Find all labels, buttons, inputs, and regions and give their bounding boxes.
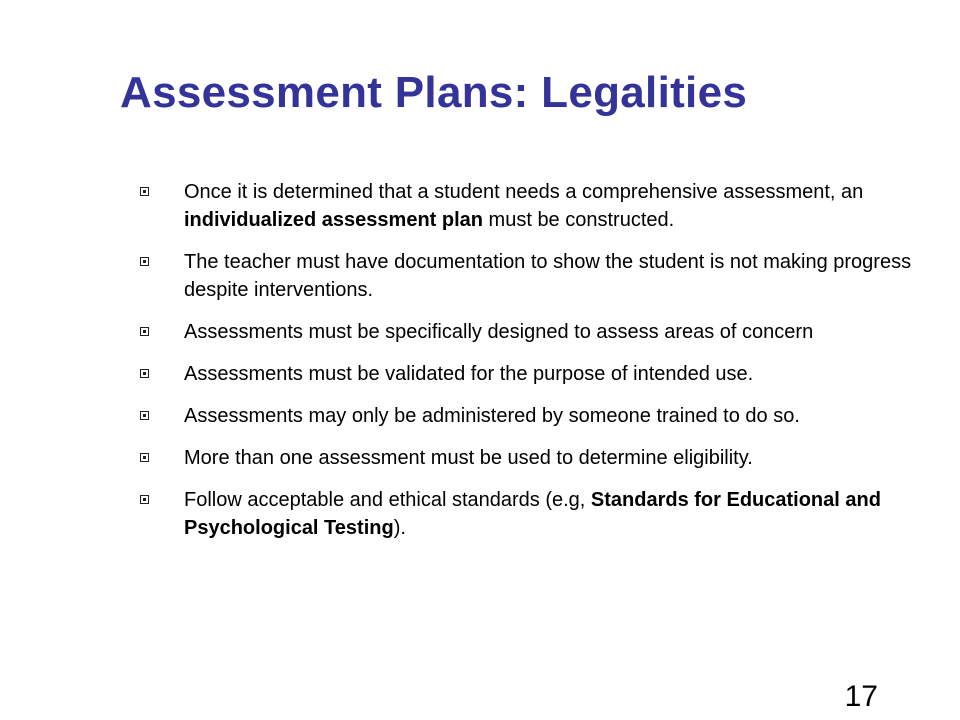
- bullet-item: [140, 444, 930, 472]
- bullet-text-run: must be constructed.: [482, 209, 675, 231]
- bullet-text-run: The teacher must have documentation to show the student is not making progress despite interventions.: [184, 251, 912, 301]
- bullet-text: [184, 363, 753, 385]
- bullet-text: [184, 321, 813, 343]
- bullet-item: [140, 486, 930, 542]
- bullet-list: [140, 178, 930, 556]
- bullet-item: [140, 360, 930, 388]
- boxed-square-bullet-icon: [140, 453, 149, 462]
- bullet-text: [184, 405, 800, 427]
- bullet-text: [184, 181, 863, 231]
- boxed-square-bullet-icon: [140, 257, 149, 266]
- bullet-item: [140, 248, 930, 304]
- bullet-emphasis: Standards for Educational and Psychological Testing: [184, 489, 881, 539]
- boxed-square-bullet-icon: [140, 369, 149, 378]
- bullet-text-run: More than one assessment must be used to determine eligibility.: [184, 447, 753, 469]
- boxed-square-bullet-icon: [140, 411, 149, 420]
- bullet-text-run: Assessments must be specifically designed to assess areas of concern: [184, 321, 814, 343]
- boxed-square-bullet-icon: [140, 187, 149, 196]
- bullet-text-run: ).: [393, 517, 406, 539]
- slide-title: Assessment Plans: Legalities: [120, 68, 748, 117]
- bullet-text: [184, 489, 881, 539]
- boxed-square-bullet-icon: [140, 327, 149, 336]
- bullet-text-run: Once it is determined that a student needs a comprehensive assessment, an: [184, 181, 864, 203]
- boxed-square-bullet-icon: [140, 495, 149, 504]
- bullet-item: [140, 402, 930, 430]
- bullet-text: [184, 251, 911, 301]
- bullet-text-run: Assessments must be validated for the purpose of intended use.: [184, 363, 754, 385]
- bullet-text-run: Assessments may only be administered by someone trained to do so.: [184, 405, 800, 427]
- bullet-item: [140, 318, 930, 346]
- bullet-text: [184, 447, 753, 469]
- bullet-item: [140, 178, 930, 234]
- bullet-emphasis: individualized assessment plan: [184, 209, 483, 231]
- slide-page-number: 17: [844, 680, 878, 713]
- bullet-text-run: Follow acceptable and ethical standards (e.g,: [184, 489, 591, 511]
